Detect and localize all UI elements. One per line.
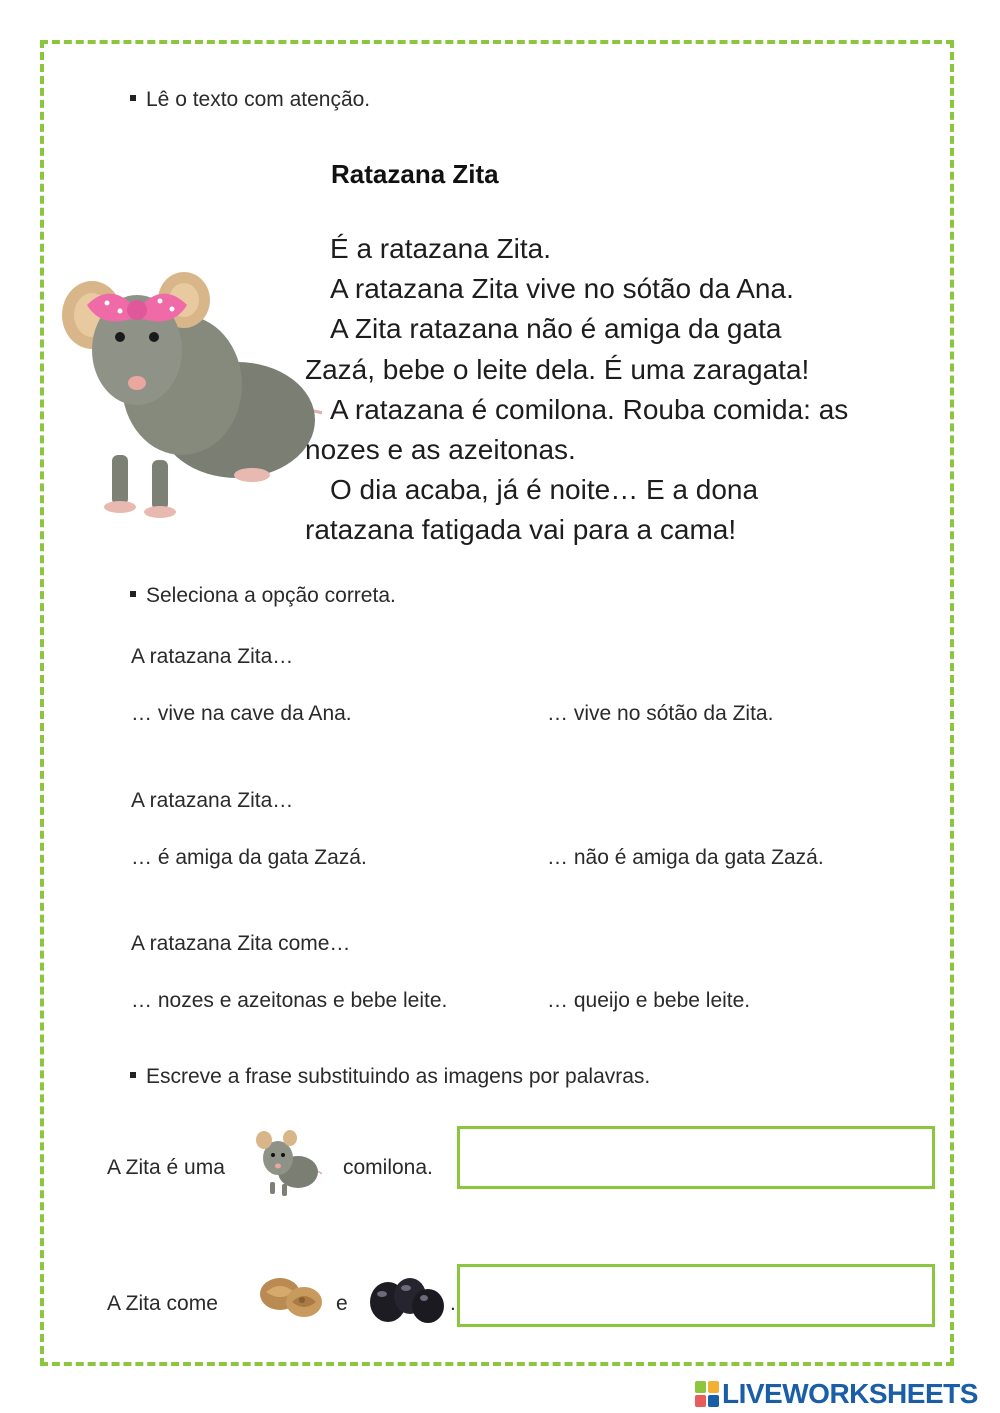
sentence2-end: .	[450, 1292, 456, 1315]
sentence1-start: A Zita é uma	[107, 1156, 225, 1179]
bullet-icon	[130, 95, 136, 101]
answer-input-2[interactable]	[457, 1264, 935, 1327]
story-line: A ratazana Zita vive no sótão da Ana.	[330, 273, 794, 305]
sentence2-mid: e	[336, 1292, 348, 1315]
rat-illustration	[52, 255, 322, 525]
story-line: A ratazana é comilona. Rouba comida: as	[330, 393, 849, 425]
story-line: O dia acaba, já é noite… E a dona	[330, 474, 759, 506]
walnuts-icon	[258, 1272, 326, 1322]
sentence1-end: comilona.	[343, 1156, 433, 1179]
instruction-select: Seleciona a opção correta.	[130, 584, 396, 608]
story-line: ratazana fatigada vai para a cama!	[305, 514, 737, 546]
option-q2-a[interactable]: … é amiga da gata Zazá.	[131, 846, 367, 869]
bullet-icon	[130, 591, 136, 597]
instruction-read: Lê o texto com atenção.	[130, 88, 370, 112]
option-q2-b[interactable]: … não é amiga da gata Zazá.	[547, 846, 824, 869]
story-title: Ratazana Zita	[331, 159, 499, 189]
bullet-icon	[130, 1072, 136, 1078]
option-q1-a[interactable]: … vive na cave da Ana.	[131, 702, 352, 725]
answer-input-1[interactable]	[457, 1126, 935, 1189]
question-prompt-3: A ratazana Zita come…	[131, 932, 351, 955]
story-text	[305, 229, 848, 551]
instruction-write: Escreve a frase substituindo as imagens por palavras.	[130, 1065, 650, 1089]
olives-icon	[366, 1272, 448, 1330]
option-q3-a[interactable]: … nozes e azeitonas e bebe leite.	[131, 989, 448, 1012]
question-prompt-2: A ratazana Zita…	[131, 789, 294, 812]
logo-text: LIVEWORKSHEETS	[722, 1378, 978, 1409]
story-line: A Zita ratazana não é amiga da gata	[330, 313, 782, 345]
story-line: nozes e as azeitonas.	[305, 434, 576, 466]
liveworksheets-logo[interactable]	[695, 1378, 978, 1410]
story-line: É a ratazana Zita.	[330, 233, 552, 264]
sentence2-start: A Zita come	[107, 1292, 218, 1315]
option-q3-b[interactable]: … queijo e bebe leite.	[547, 989, 751, 1012]
rat-icon	[254, 1128, 322, 1198]
option-q1-b[interactable]: … vive no sótão da Zita.	[547, 702, 774, 725]
story-line: Zazá, bebe o leite dela. É uma zaragata!	[305, 353, 810, 385]
logo-mark-icon	[695, 1381, 719, 1407]
question-prompt-1: A ratazana Zita…	[131, 645, 294, 668]
